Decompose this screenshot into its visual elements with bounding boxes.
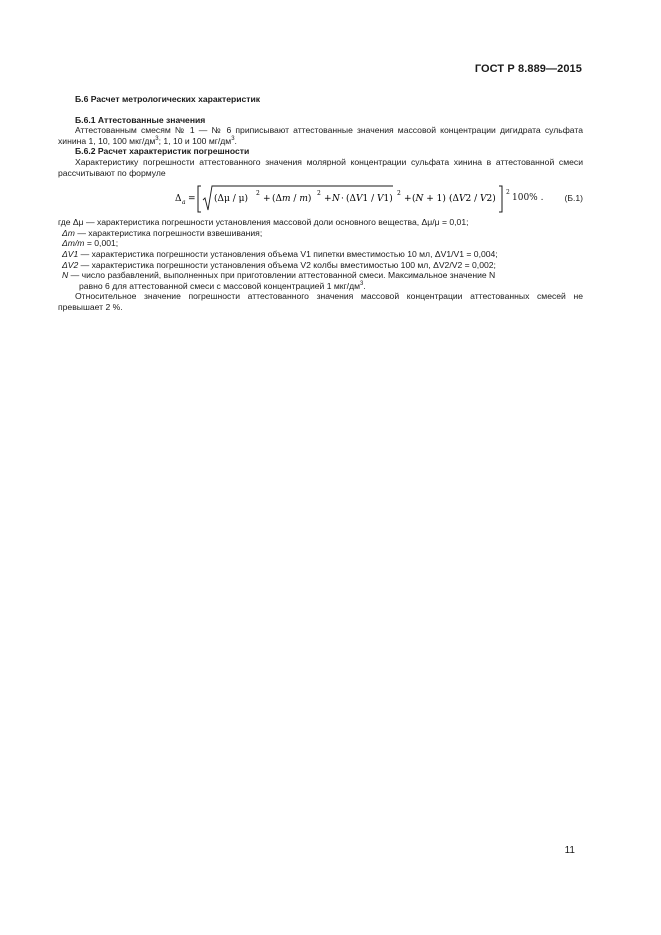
definition-dm: Δm — характеристика погрешности взвешивания;: [62, 227, 263, 238]
definition-mu: где Δμ — характеристика погрешности установления массовой доли основного вещества, Δμ/μ = 0,01;: [58, 217, 469, 228]
svg-text:(N + 1) ·: (N + 1) ·: [412, 194, 452, 205]
subsection-title-error-calc: Б.6.2 Расчет характеристик погрешности: [75, 146, 250, 157]
svg-text:+: +: [404, 194, 412, 205]
svg-text:Δ: Δ: [175, 194, 182, 205]
svg-text:2: 2: [317, 190, 321, 198]
certified-values-paragraph: Аттестованным смесям № 1 — № 6 приписывают аттестованные значения массовой концентрации дигидрата сульфата хинина 1, 10, 100 мкг/$дм^3$; 1, 10 и 100 $мг/дм^3$.: [58, 125, 583, 146]
error-calc-intro: Характеристику погрешности аттестованного значения молярной концентрации сульфата хинина в аттестованной смеси рассчитывают по формуле: [58, 156, 583, 178]
definition-dv1: ΔV1 — характеристика погрешности установления объема V1 пипетки вместимостью 10 мл, ΔV1/V1 = 0,004;: [62, 248, 498, 259]
svg-text:+: +: [263, 194, 271, 205]
svg-text:(ΔV1 / V1): (ΔV1 / V1): [346, 194, 393, 205]
svg-text:2: 2: [256, 190, 260, 198]
svg-text:+: +: [324, 194, 332, 205]
document-id: ГОСТ Р 8.889—2015: [474, 63, 582, 75]
svg-text:2: 2: [397, 190, 401, 198]
svg-text:N: N: [332, 194, 340, 205]
definition-dv2: ΔV2 — характеристика погрешности установления объема V2 колбы вместимостью 100 мл, ΔV2/V2 = 0,002;: [62, 259, 496, 270]
svg-text:=: =: [188, 194, 196, 205]
subsection-title-certified-values: Б.6.1 Аттестованные значения: [75, 114, 206, 125]
section-title: Б.6 Расчет метрологических характеристик: [75, 94, 261, 104]
formula-expression: [175, 181, 505, 215]
svg-text:a: a: [182, 199, 186, 207]
page-number: 11: [564, 845, 575, 856]
svg-text:(Δm / m): (Δm / m): [272, 194, 312, 205]
conclusion-paragraph: Относительное значение погрешности аттестованного значения массовой концентрации аттестованных смесей не превышает 2 %.: [58, 291, 583, 312]
formula-b1: Δ a = (Δμ / μ) 2 + (Δm / m) 2 + N · (ΔV1 / V1) 2 + (N + 1) · (ΔV2 / V2) 2 100% . (Б.1): [58, 181, 583, 215]
page-content: [58, 94, 583, 313]
svg-text:·: ·: [341, 194, 344, 205]
definition-n: N — число разбавлений, выполненных при приготовлении аттестованной смеси. Максимальное значение N равно 6 для аттестованной смеси с массовой концентрацией 1 мкг/$дм^3$.: [62, 270, 496, 291]
definition-dm-m: Δm/m = 0,001;: [62, 238, 119, 249]
svg-text:(Δμ / μ): (Δμ / μ): [214, 194, 248, 205]
svg-text:(ΔV2 / V2): (ΔV2 / V2): [449, 194, 496, 205]
formula-number: (Б.1): [564, 193, 583, 204]
